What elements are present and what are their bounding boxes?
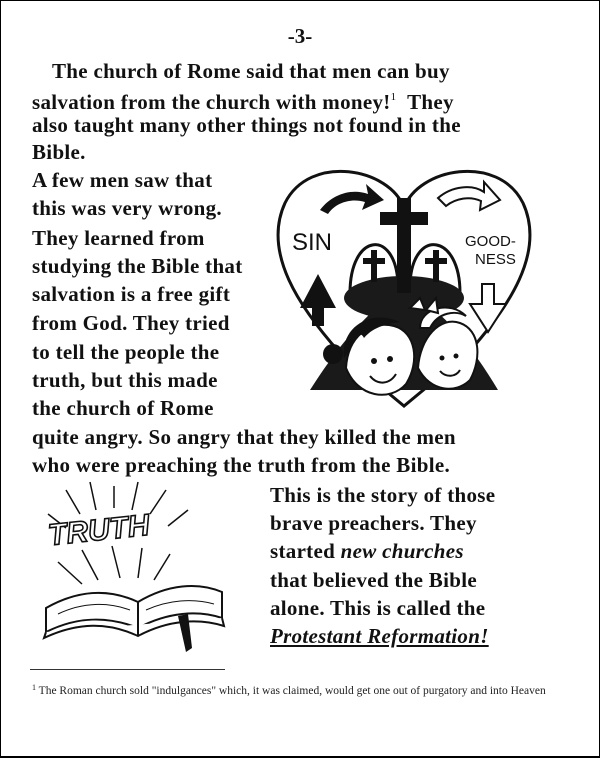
footnote-reference: 1 — [390, 91, 397, 103]
heart-cross-illustration — [270, 158, 538, 410]
paragraph-1-line-1: The church of Rome said that men can buy — [52, 59, 450, 83]
new-churches-emphasis: new churches — [340, 539, 464, 563]
paragraph-2-line-1: A few men saw that — [32, 168, 213, 192]
footnote-rule — [30, 669, 225, 670]
label-goodness-2: NESS — [475, 251, 516, 268]
page-number: -3- — [287, 24, 313, 48]
paragraph-2-line-3: They learned from — [32, 226, 205, 250]
paragraph-2-line-7: to tell the people the — [32, 340, 220, 364]
open-book-icon — [44, 586, 224, 652]
protestant-reformation-emphasis: Protestant Reformation! — [270, 624, 489, 648]
paragraph-2-line-11: who were preaching the truth from the Bible. — [32, 453, 451, 477]
footnote — [32, 680, 552, 699]
footnote-text: The Roman church sold "indulgances" which, it was claimed, would get one out of purgatory and into Heaven — [38, 685, 546, 697]
paragraph-1-line-2: salvation from the church with money!$^1$ They — [32, 90, 454, 114]
paragraph-3-line-3: started new churches — [270, 539, 464, 563]
paragraph-1-line-4: Bible. — [32, 140, 86, 164]
paragraph-3-line-4: that believed the Bible — [270, 568, 477, 592]
label-goodness-1: GOOD- — [465, 233, 516, 250]
footnote-marker: 1 — [32, 683, 36, 692]
bible-truth-illustration — [38, 480, 228, 660]
paragraph-3-line-5: alone. This is called the — [270, 596, 486, 620]
paragraph-2-line-6: from God. They tried — [32, 311, 230, 335]
paragraph-2-line-8: truth, but this made — [32, 368, 218, 392]
label-sin: SIN — [292, 229, 333, 256]
paragraph-2-line-9: the church of Rome — [32, 396, 214, 420]
paragraph-2-line-4: studying the Bible that — [32, 254, 243, 278]
paragraph-2-line-10: quite angry. So angry that they killed the men — [32, 425, 456, 449]
paragraph-2-line-2: this was very wrong. — [32, 196, 222, 220]
truth-label: TRUTH — [46, 508, 152, 553]
paragraph-2-line-5: salvation is a free gift — [32, 282, 231, 306]
paragraph-3-line-2: brave preachers. They — [270, 511, 477, 535]
paragraph-3-line-1: This is the story of those — [270, 483, 496, 507]
paragraph-1-line-3: also taught many other things not found in the — [32, 113, 461, 137]
paragraph-3-line-6 — [270, 623, 489, 649]
